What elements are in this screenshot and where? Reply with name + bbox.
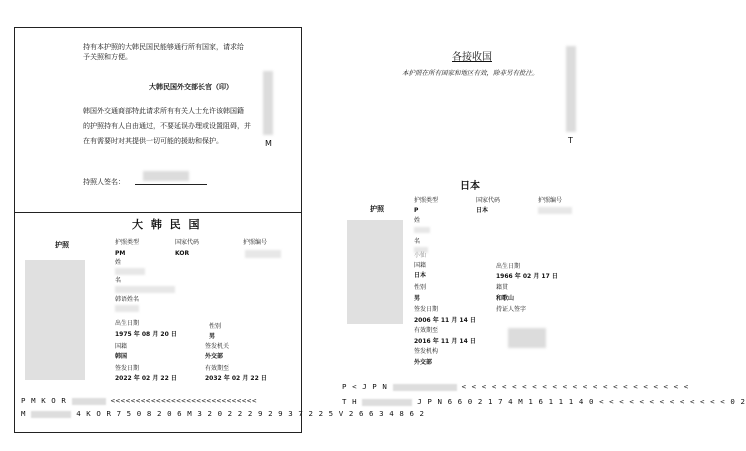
issue-date-value: 2022 年 02 月 22 日 [115, 375, 177, 382]
domicile-value: 和歌山 [496, 295, 515, 302]
issue-date-label: 签发日期 [115, 365, 140, 372]
country-code-label: 国家代码 [175, 239, 200, 246]
nationality-value: 日本 [414, 272, 427, 279]
country-code-label: 国家代码 [476, 197, 501, 204]
signature-line [135, 184, 207, 185]
type-label: 护照类型 [414, 197, 439, 204]
mrz-2-end: 4 K O R 7 5 0 8 2 0 6 M 3 2 0 2 2 2 9 2 9 3 7 2 2 5 V 2 6 6 3 4 8 6 2 [76, 409, 425, 418]
side-letter: M [265, 139, 272, 148]
mrz-2-end: J P N 6 6 0 2 1 7 4 M 1 6 1 1 1 4 0 < < < < < < < < < < < < < 0 2 [417, 397, 746, 406]
surname-redacted [115, 268, 145, 275]
mrz-2-start: T H [342, 397, 358, 406]
mrz-2-start: M [21, 409, 27, 418]
mrz-1-start: P M K O R [21, 396, 67, 405]
nationality-label: 国籍 [414, 262, 427, 269]
domicile-label: 籍贯 [496, 284, 509, 291]
korean-name-redacted [115, 305, 139, 312]
nationality-value: 韩国 [115, 353, 128, 360]
passport-no-label: 护照编号 [243, 239, 268, 246]
surname-redacted [414, 227, 430, 233]
authority-label: 签发机关 [205, 343, 230, 350]
dob-label: 出生日期 [496, 263, 521, 270]
country-title: 大 韩 民 国 [132, 218, 202, 231]
dob-value: 1966 年 02 月 17 日 [496, 273, 558, 280]
korean-name-label: 韩语姓名 [115, 296, 140, 303]
holder-signature-redacted [508, 328, 546, 348]
issue-date-label: 签发日期 [414, 306, 439, 313]
type-label: 护照类型 [115, 239, 140, 246]
country-code-value: 日本 [476, 207, 489, 214]
sex-value: 男 [414, 295, 421, 302]
mrz-2-redacted [31, 411, 71, 418]
country-title: 日本 [460, 181, 480, 192]
request-line-1: 韩国外交通商部特此请求所有有关人士允许该韩国籍 [83, 107, 244, 115]
authority-value: 外交部 [414, 359, 433, 366]
expiry-date-label: 有效期至 [205, 365, 230, 372]
endorsement-line-2: 予关照和方便。 [83, 53, 132, 61]
given-name-label: 名 [115, 277, 122, 284]
authority-value: 外交部 [205, 353, 224, 360]
doc-label: 护照 [55, 241, 69, 249]
surname-label: 姓 [115, 259, 122, 266]
authority-label: 签发机构 [414, 348, 439, 355]
given-name-redacted [115, 286, 175, 293]
sex-value: 男 [209, 333, 216, 340]
type-value: PM [115, 250, 126, 257]
signature-redacted [143, 171, 189, 181]
request-line-3: 在有需要时对其提供一切可能的援助和保护。 [83, 137, 223, 145]
request-line-2: 的护照持有人自由通过，不要延误办理或设置阻碍，并 [83, 122, 251, 130]
signature-label: 持照人签名： [83, 178, 125, 186]
side-redacted-strip [566, 46, 576, 132]
nationality-label: 国籍 [115, 343, 128, 350]
mrz-2-redacted [362, 399, 412, 406]
passport-no-label: 护照编号 [538, 197, 563, 204]
mrz-line-1 [342, 382, 689, 391]
issue-date-value: 2006 年 11 月 14 日 [414, 317, 476, 324]
sex-label: 性别 [414, 284, 427, 291]
sex-label: 性别 [209, 323, 222, 330]
endorsement-line-1: 持有本护照的大韩民国民能够通行所有国家，请求给 [83, 43, 244, 51]
mrz-1-end: < < < < < < < < < < < < < < < < < < < < < < < [461, 382, 689, 391]
kanji-name: 小仙 [414, 252, 427, 259]
expiry-date-value: 2016 年 11 月 14 日 [414, 338, 476, 345]
mrz-1-start: P < J P N [342, 382, 388, 391]
holder-photo-redacted [347, 220, 403, 324]
surname-label: 姓 [414, 217, 421, 224]
type-value: P [414, 207, 419, 214]
mrz-1-redacted [393, 384, 457, 391]
doc-label: 护照 [370, 205, 384, 213]
dob-label: 出生日期 [115, 320, 140, 327]
given-name-label: 名 [414, 238, 421, 245]
validity-statement: 本护照在所有国家和地区有效，除非另有批注。 [402, 69, 539, 77]
page-divider [15, 212, 301, 213]
mrz-line-2 [342, 397, 746, 406]
japanese-passport-page [330, 20, 746, 432]
expiry-date-value: 2032 年 02 月 22 日 [205, 375, 267, 382]
dob-value: 1975 年 08 月 20 日 [115, 331, 177, 338]
mrz-1-end: <<<<<<<<<<<<<<<<<<<<<<<<<<<<< [110, 396, 258, 405]
mrz-1-redacted [72, 398, 106, 405]
country-code-value: KOR [175, 250, 190, 257]
side-redacted-strip [263, 71, 273, 135]
ministry-seal-text: 大韩民国外交部长官（印） [149, 83, 233, 91]
side-letter: T [568, 136, 573, 145]
mrz-line-1 [21, 396, 257, 405]
passport-no-redacted [245, 250, 281, 258]
holder-photo-redacted [25, 260, 85, 380]
signature-label: 持证人签字 [496, 306, 527, 313]
passport-no-redacted [538, 207, 572, 214]
receiving-states-title: 各接收国 [452, 52, 492, 63]
expiry-date-label: 有效期至 [414, 327, 439, 334]
